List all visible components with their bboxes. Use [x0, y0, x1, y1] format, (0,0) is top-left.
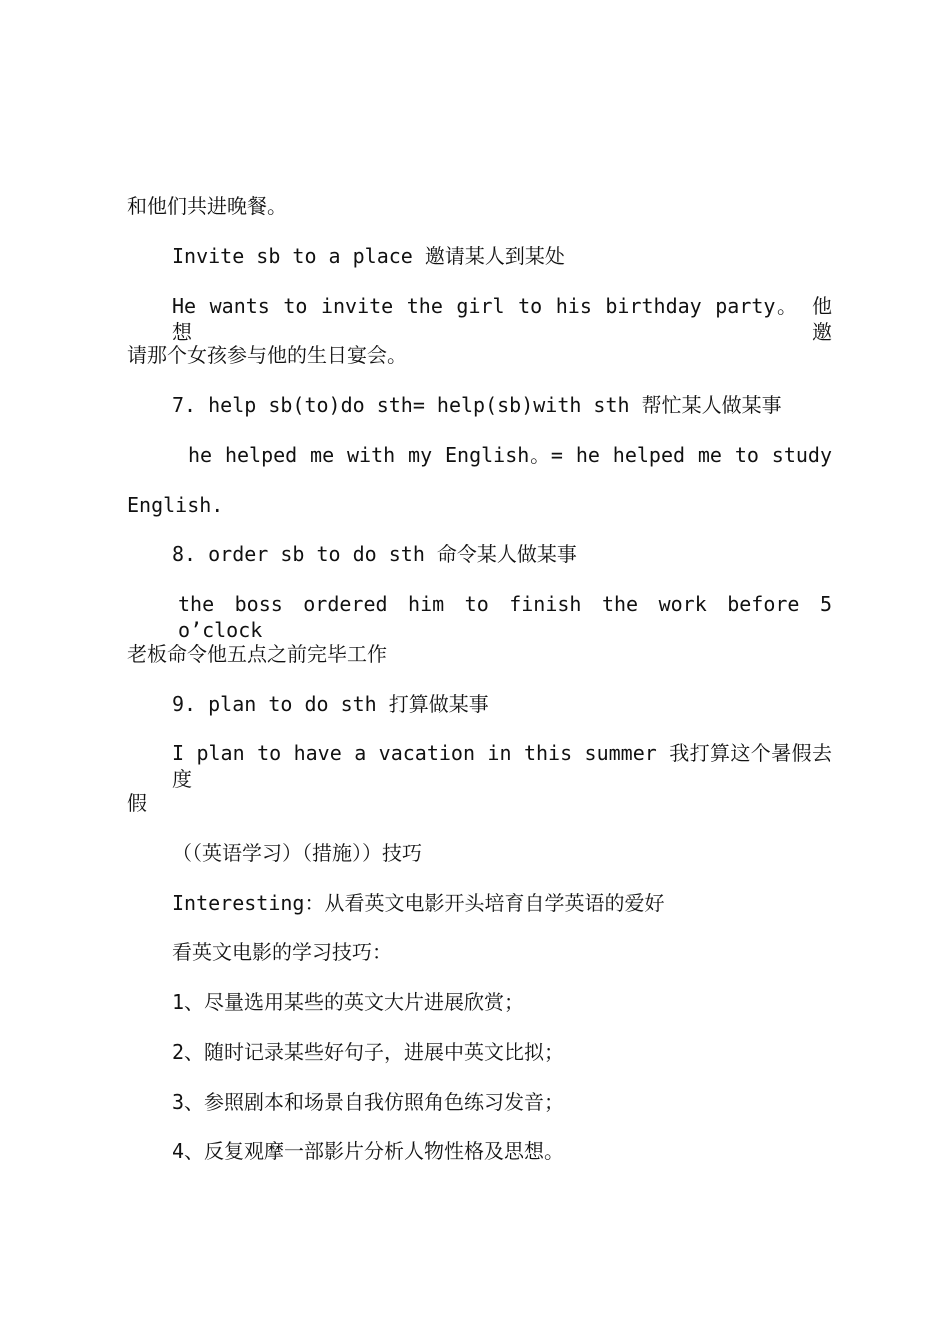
text-line: Invite sb to a place 邀请某人到某处	[172, 244, 565, 268]
text-line: He wants to invite the girl to his birthday party。 他想邀	[172, 294, 832, 344]
text-line: 1、尽量选用某些的英文大片进展欣赏；	[172, 990, 525, 1014]
text-line: 看英文电影的学习技巧：	[172, 940, 392, 964]
text-line: 4、反复观摩一部影片分析人物性格及思想。	[172, 1139, 565, 1163]
text-line: 假	[127, 791, 147, 815]
text-line: （（英语学习）（措施））技巧	[172, 841, 422, 865]
text-line: Interesting：从看英文电影开头培育自学英语的爱好	[172, 891, 665, 915]
text-line: 2、随时记录某些好句子，进展中英文比拟；	[172, 1040, 565, 1064]
text-line: English.	[127, 493, 224, 517]
text-line: 老板命令他五点之前完毕工作	[127, 642, 387, 666]
text-line: I plan to have a vacation in this summer 我打算这个暑假去度	[172, 741, 832, 791]
text-line: he helped me with my English。= he helped me to study	[188, 443, 832, 467]
text-line: 请那个女孩参与他的生日宴会。	[127, 343, 407, 367]
text-line: 3、参照剧本和场景自我仿照角色练习发音；	[172, 1090, 565, 1114]
text-line: 8. order sb to do sth 命令某人做某事	[172, 542, 577, 566]
text-line: 7. help sb(to)do sth= help(sb)with sth 帮忙某人做某事	[172, 393, 782, 417]
text-line: 9. plan to do sth 打算做某事	[172, 692, 489, 716]
text-line: 和他们共进晚餐。	[127, 194, 287, 218]
text-line: the boss ordered him to finish the work before 5 o’clock	[178, 592, 832, 642]
